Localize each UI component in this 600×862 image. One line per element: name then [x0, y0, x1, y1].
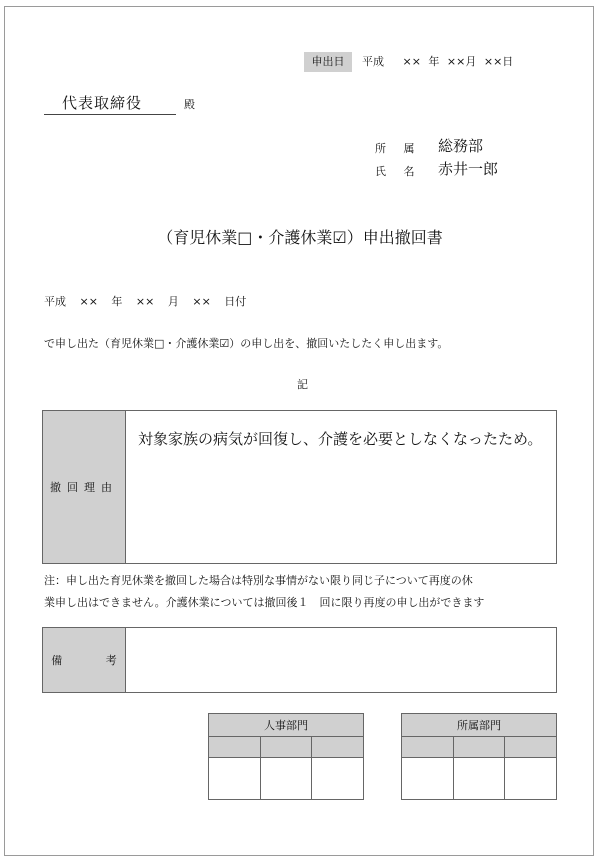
- hr-title-cell: [260, 737, 312, 758]
- dept-approval-header: 所属部門: [402, 714, 557, 737]
- remarks-label: 備 考: [43, 628, 126, 692]
- dept-title-cell: [402, 737, 454, 758]
- addressee-title: 代表取締役: [62, 94, 143, 112]
- hr-stamp-cell: [260, 758, 312, 800]
- note-line-2: 業申し出はできません。介護休業については撤回後１ 回に限り再度の申し出ができます: [44, 596, 485, 609]
- name-label: 氏 名: [375, 165, 415, 178]
- remarks-box: [42, 627, 557, 693]
- reason-box: [42, 410, 557, 564]
- document-title: （育児休業□・介護休業☑）申出撤回書: [157, 228, 443, 247]
- hr-title-cell: [209, 737, 261, 758]
- dept-stamp-cell: [453, 758, 505, 800]
- dept-stamp-cell: [505, 758, 557, 800]
- dept-stamp-cell: [402, 758, 454, 800]
- application-date-line: 平成 ×× 年 ×× 月 ×× 日付: [44, 295, 247, 308]
- submission-date-value: 平成 ×× 年 ××月 ××日: [362, 55, 514, 68]
- reason-label: 撤回理由: [43, 411, 126, 563]
- name-value: 赤井一郎: [438, 160, 499, 178]
- hr-approval-table: [208, 713, 364, 800]
- hr-title-cell: [312, 737, 364, 758]
- affiliation-value: 総務部: [438, 137, 484, 155]
- dept-title-cell: [453, 737, 505, 758]
- reason-text: 対象家族の病気が回復し、介護を必要としなくなったため。: [138, 430, 543, 448]
- submission-date-label: 申出日: [304, 52, 352, 72]
- dept-approval-table: [401, 713, 557, 800]
- addressee-honorific: 殿: [184, 98, 195, 111]
- affiliation-label: 所 属: [375, 142, 415, 155]
- note-line-1: 注：申し出た育児休業を撤回した場合は特別な事情がない限り同じ子について再度の休: [44, 574, 473, 587]
- dept-title-cell: [505, 737, 557, 758]
- hr-stamp-cell: [209, 758, 261, 800]
- withdrawal-statement: で申し出た（育児休業□・介護休業☑）の申し出を、撤回いたしたく申し出ます。: [44, 337, 449, 350]
- hr-approval-header: 人事部門: [209, 714, 364, 737]
- addressee-underline: [44, 114, 176, 115]
- ki-heading: 記: [297, 378, 308, 391]
- hr-stamp-cell: [312, 758, 364, 800]
